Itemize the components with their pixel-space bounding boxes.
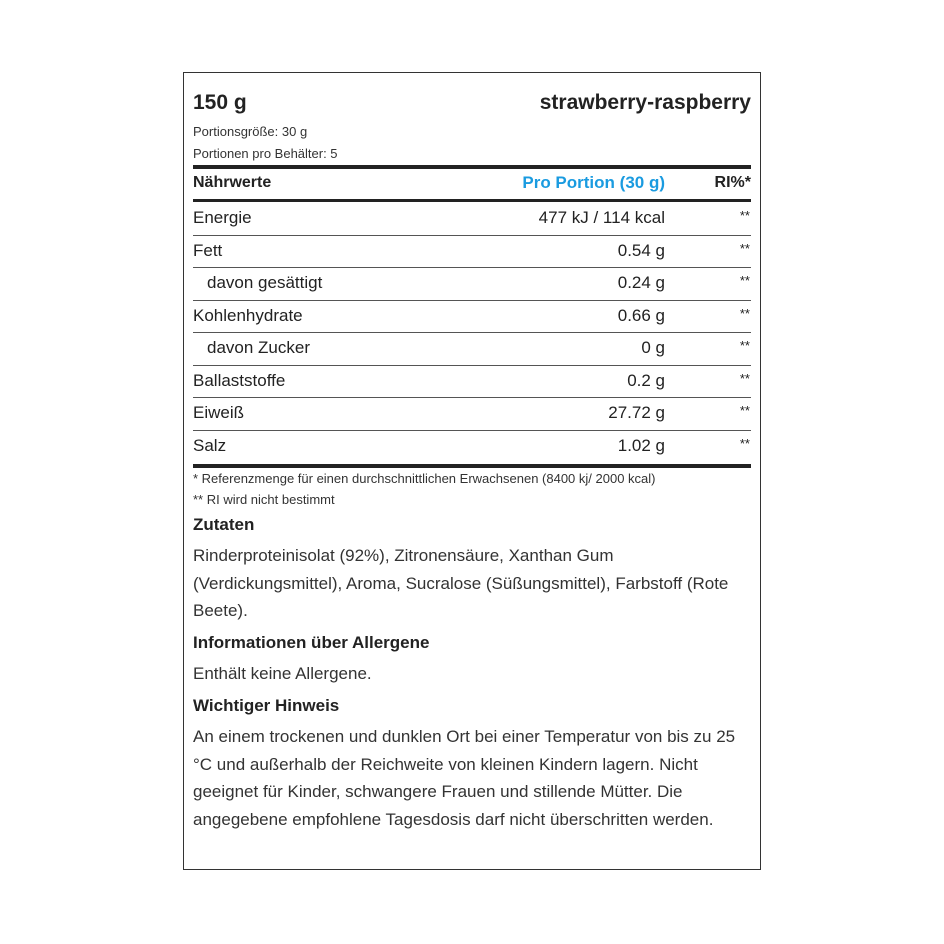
- serving-size: Portionsgröße: 30 g: [193, 124, 308, 139]
- nutrient-ri: **: [739, 370, 750, 386]
- table-row: [193, 333, 751, 366]
- table-row: [193, 301, 751, 334]
- nutrient-value: 0 g: [641, 338, 665, 357]
- table-row: [193, 203, 751, 236]
- footnote-ri: ** RI wird nicht bestimmt: [193, 492, 335, 507]
- flavor-name: strawberry-raspberry: [539, 91, 751, 114]
- divider-header: [193, 199, 751, 202]
- nutrient-ri: **: [739, 305, 750, 321]
- nutrient-name: Ballaststoffe: [193, 370, 286, 390]
- nutrient-value: 27.72 g: [608, 403, 665, 422]
- nutrient-value: 477 kJ / 114 kcal: [538, 208, 665, 227]
- table-row: [193, 366, 751, 399]
- nutrient-name: davon gesättigt: [207, 273, 323, 292]
- notice-title: Wichtiger Hinweis: [193, 696, 340, 715]
- nutrient-ri: **: [739, 240, 750, 256]
- footnote-reference: * Referenzmenge für einen durchschnittlichen Erwachsenen (8400 kj/ 2000 kcal): [193, 471, 656, 486]
- nutrient-name: Salz: [193, 435, 227, 455]
- column-per-portion: Pro Portion (30 g): [522, 173, 665, 192]
- nutrient-ri: **: [739, 338, 750, 353]
- table-header: [193, 170, 751, 198]
- column-ri: RI%*: [714, 174, 751, 191]
- column-nutrients: Nährwerte: [193, 174, 272, 191]
- nutrient-name: Energie: [193, 208, 252, 227]
- table-row: [193, 236, 751, 269]
- nutrient-name: Fett: [193, 240, 223, 260]
- nutrition-label: [183, 72, 761, 870]
- nutrient-value: 1.02 g: [617, 435, 665, 455]
- nutrient-name: Kohlenhydrate: [193, 305, 303, 325]
- divider-thick: [193, 165, 751, 169]
- net-weight: 150 g: [193, 91, 247, 114]
- nutrient-rows: [193, 203, 751, 463]
- servings-per-container: Portionen pro Behälter: 5: [193, 146, 338, 161]
- nutrient-ri: **: [739, 403, 750, 418]
- notice-text: An einem trockenen und dunklen Ort bei einer Temperatur von bis zu 25 °C und außerhalb der Reichweite von kleinen Kindern lagern. Nicht geeignet für Kinder, schwangere Frauen und stillende Mütter. Die angegebene empfohlene Tagesdosis darf nicht überschritten werden.: [193, 727, 736, 829]
- nutrient-ri: **: [739, 208, 750, 223]
- table-row: [193, 268, 751, 301]
- nutrient-value: 0.54 g: [617, 240, 665, 260]
- nutrient-name: davon Zucker: [207, 338, 310, 357]
- label-header: [193, 91, 751, 121]
- nutrient-ri: **: [739, 273, 750, 288]
- nutrient-name: Eiweiß: [193, 403, 245, 422]
- nutrient-value: 0.66 g: [617, 305, 665, 325]
- ingredients-title: Zutaten: [193, 515, 255, 534]
- table-row: [193, 431, 751, 464]
- nutrient-ri: **: [739, 435, 750, 451]
- allergens-text: Enthält keine Allergene.: [193, 664, 372, 683]
- nutrient-value: 0.2 g: [627, 370, 665, 390]
- table-row: [193, 398, 751, 431]
- ingredients-text: Rinderproteinisolat (92%), Zitronensäure, Xanthan Gum (Verdickungsmittel), Aroma, Sucralose (Süßungsmittel), Farbstoff (Rote Beete).: [193, 546, 729, 620]
- allergens-title: Informationen über Allergene: [193, 633, 430, 652]
- nutrient-value: 0.24 g: [617, 273, 665, 292]
- divider-table-end: [193, 464, 751, 468]
